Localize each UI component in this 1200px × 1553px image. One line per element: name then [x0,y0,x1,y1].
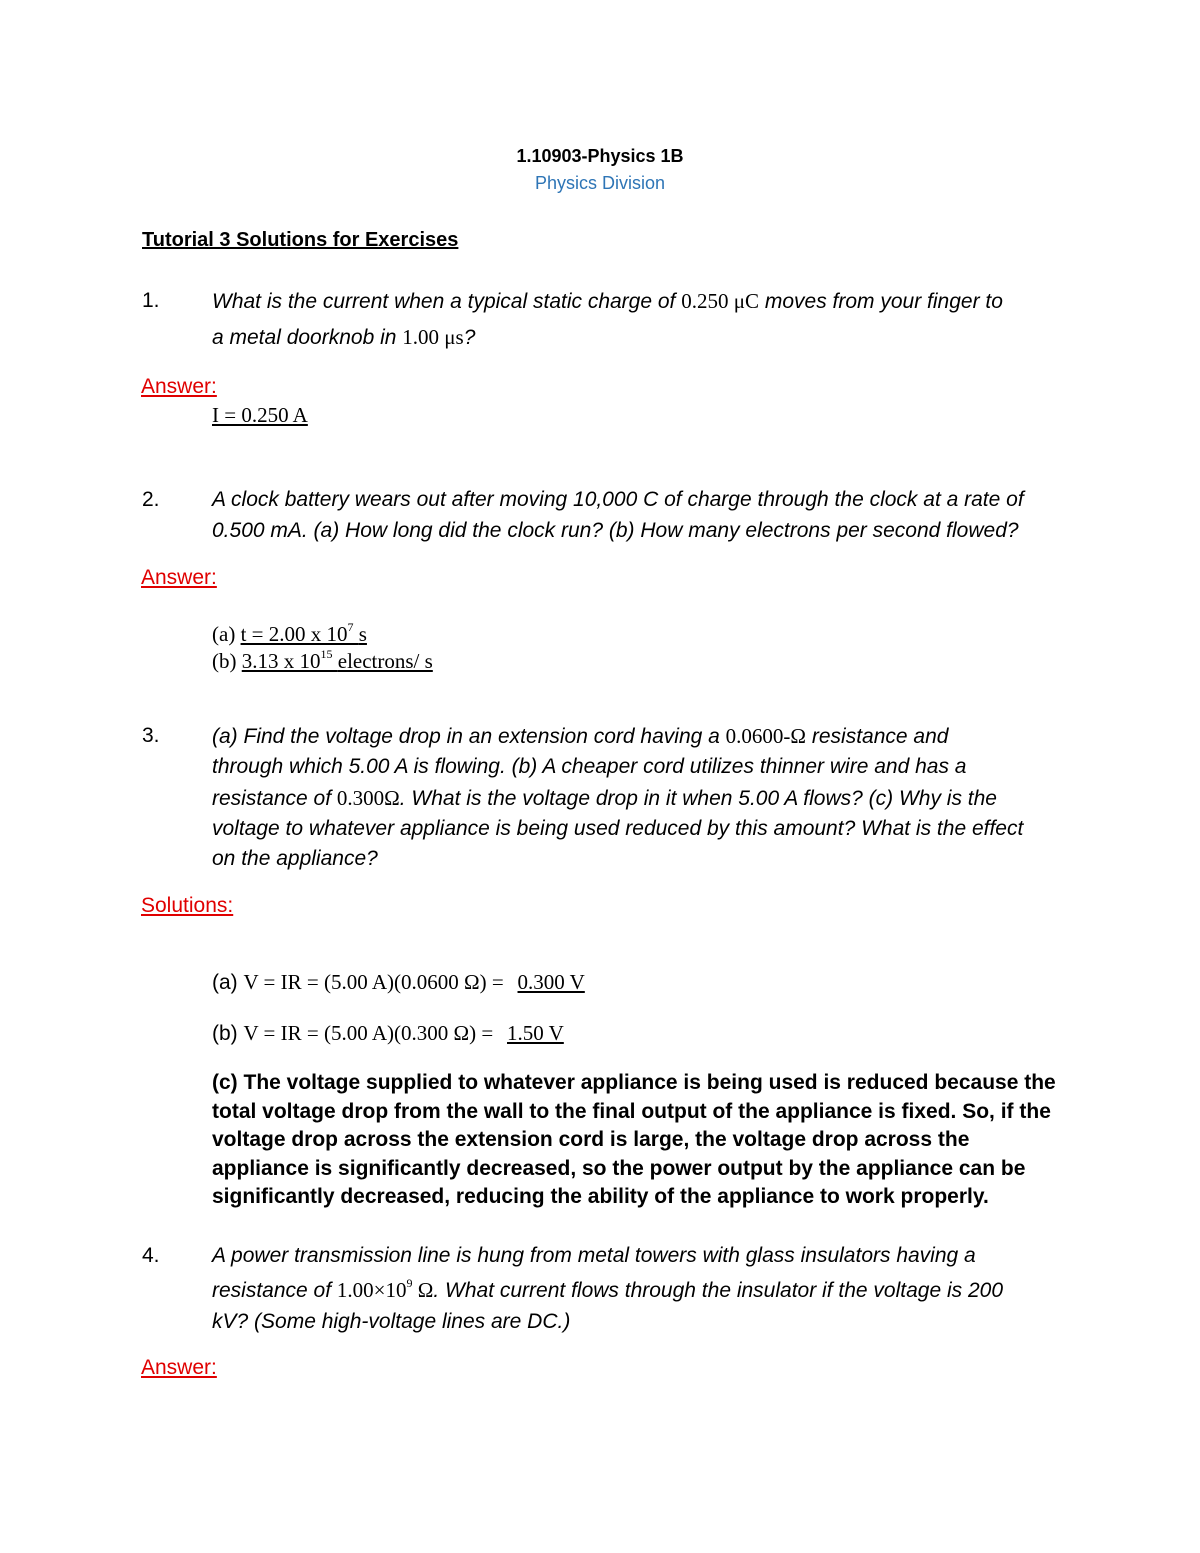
question-3-text-d: . What is the voltage drop in it when 5.00 A flows? (c) Why is the [399,787,997,810]
answer-2b-label: (b) [212,649,237,673]
answer-2a-value: t = 2.00 x $10^7$ s [240,620,367,646]
question-3-text-c: resistance of [212,787,332,810]
solution-3b-label: (b) [212,1022,238,1045]
solution-3b-equation: V = IR = (5.00 A)(0.300 Ω) = [243,1021,494,1045]
question-3-text-b: resistance and [811,725,949,748]
course-title: 1.10903-Physics 1B [516,146,684,166]
question-4-math-resistance: $1.00\times 10^9$ Ω [336,1276,434,1302]
solution-3a-label: (a) [212,971,238,994]
question-3-line-4: voltage to whatever appliance is being used reduced by this amount? What is the effect [212,817,1024,840]
answer-2a-label: (a) [212,622,236,646]
question-1-line-1 [212,289,1003,314]
question-3-line-5: on the appliance? [212,847,378,870]
solution-3a [212,970,585,995]
question-1-text-d: ? [463,326,476,349]
question-1-text-c: a metal doorknob in [212,326,397,349]
answer-2b [212,649,433,674]
question-3-math-resistance: 0.0600-Ω [725,724,807,748]
question-3-line-1 [212,724,948,749]
question-1-math-charge: 0.250 μC [681,289,759,313]
question-number-4: 4. [142,1244,160,1267]
question-2-line-1: A clock battery wears out after moving 10,000 C of charge through the clock at a rate of [212,488,1024,511]
answer-2a [212,622,367,647]
question-1-line-2 [212,325,475,350]
question-1-math-time: 1.00 μs [402,325,464,349]
question-3-line-3 [212,786,997,811]
question-1-text-b: moves from your finger to [764,290,1003,313]
tutorial-title: Tutorial 3 Solutions for Exercises [142,229,459,251]
question-4-text-a: resistance of [212,1279,332,1302]
solution-3c: (c) The voltage supplied to whatever appliance is being used is reduced because the total voltage drop from the wall to the final output of the appliance is fixed. So, if the voltage drop across the extension cord is large, the voltage drop across the appliance is significantly decreased, so the power output by the appliance can be significantly decreased, reducing the ability of the appliance to work properly. [212,1071,1056,1208]
answer-2b-value: 3.13 x $10^{15}$ electrons/ s [241,647,433,673]
question-3-line-2: through which 5.00 A is flowing. (b) A cheaper cord utilizes thinner wire and has a [212,755,967,778]
question-4-line-2 [212,1278,1003,1303]
solution-3a-equation: V = IR = (5.00 A)(0.0600 Ω) = [243,970,504,994]
answer-label-2: Answer: [141,566,217,589]
division-title: Physics Division [534,173,666,193]
question-4-line-1: A power transmission line is hung from metal towers with glass insulators having a [212,1244,976,1267]
solution-3a-result: 0.300 V [517,970,585,994]
question-2-line-2: 0.500 mA. (a) How long did the clock run? (b) How many electrons per second flowed? [212,519,1019,542]
question-number-2: 2. [142,488,160,511]
answer-label-4: Answer: [141,1356,217,1379]
question-4-text-b: . What current flows through the insulator if the voltage is 200 [433,1279,1003,1302]
question-1-text-a: What is the current when a typical static charge of [212,290,676,313]
question-3-text-a: (a) Find the voltage drop in an extension cord having a [212,725,720,748]
solution-3b [212,1021,564,1046]
question-number-3: 3. [142,724,160,747]
answer-label-1: Answer: [141,375,217,398]
question-4-line-3: kV? (Some high-voltage lines are DC.) [212,1310,571,1333]
question-number-1: 1. [142,289,160,312]
answer-1-value: I = 0.250 A [212,403,308,427]
solution-3b-result: 1.50 V [507,1021,564,1045]
solutions-label-3: Solutions: [141,894,234,917]
question-3-math-resistance-2: 0.300Ω [336,786,400,810]
